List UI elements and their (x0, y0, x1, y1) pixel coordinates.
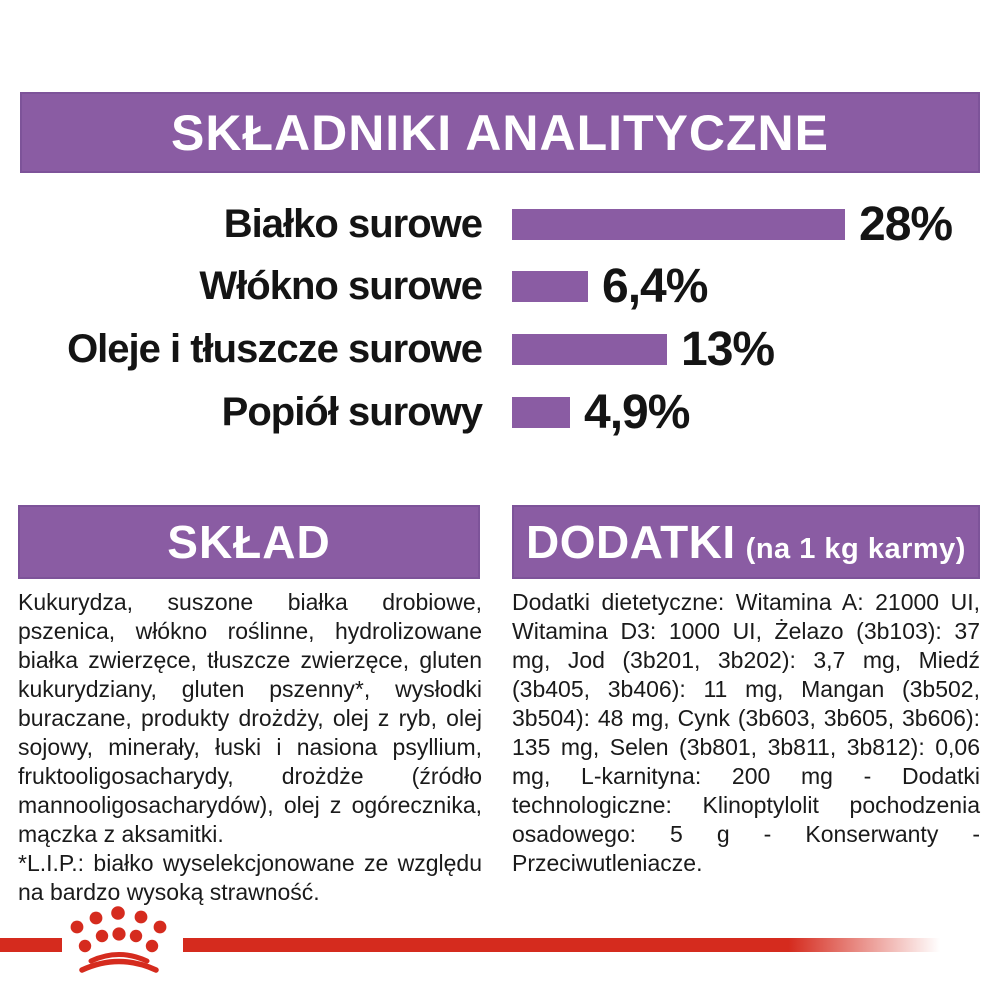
composition-text-block (18, 588, 482, 907)
additives-subtitle: (na 1 kg karmy) (745, 533, 966, 565)
additives-header (512, 505, 980, 579)
footer-stripe-right (183, 938, 940, 952)
additives-title-group (526, 515, 966, 569)
analytic-row-wlokno (0, 260, 1000, 313)
analytic-bar (512, 334, 667, 365)
analytic-row-bialko (0, 198, 1000, 251)
composition-title: SKŁAD (167, 516, 331, 568)
royal-canin-crown-icon (56, 901, 188, 979)
analytic-bar (512, 397, 570, 428)
analytic-label: Oleje i tłuszcze surowe (67, 327, 482, 371)
analytic-bar (512, 271, 588, 302)
analytic-row-popiol (0, 386, 1000, 439)
analytic-row-oleje (0, 323, 1000, 376)
analytic-value: 6,4% (602, 260, 708, 313)
analytical-components-title: SKŁADNIKI ANALITYCZNE (170, 104, 829, 161)
analytical-components-header (20, 92, 980, 173)
analytic-label: Popiół surowy (221, 390, 482, 434)
analytic-label: Białko surowe (223, 202, 482, 246)
additives-title: DODATKI (526, 516, 736, 568)
analytic-value: 28% (859, 198, 953, 251)
composition-body: Kukurydza, suszone białka drobiowe, pszenica, włókno roślinne, hydrolizowane białka zwierzęce, tłuszcze zwierzęce, gluten kukurydziany, gluten pszenny*, wysłodki buraczane, produkty drożdży, olej z ryb, olej sojowy, minerały, łuski i nasiona psyllium, fruktooligosacharydy, drożdże (źródło mannooligosacharydów), olej z ogórecznika, mączka z aksamitki. (18, 589, 482, 847)
composition-lip-note: *L.I.P.: białko wyselekcjonowane ze względu na bardzo wysoką strawność. (18, 850, 482, 905)
analytic-bar (512, 209, 845, 240)
composition-header (18, 505, 480, 579)
additives-text-block (512, 588, 980, 878)
footer-stripe-left (0, 938, 62, 952)
analytic-label: Włókno surowe (199, 264, 482, 308)
analytic-value: 4,9% (584, 386, 690, 439)
additives-body: Dodatki dietetyczne: Witamina A: 21000 UI, Witamina D3: 1000 UI, Żelazo (3b103): 37 mg, Jod (3b201, 3b202): 3,7 mg, Miedź (3b405, 3b406): 11 mg, Mangan (3b502, 3b504): 48 mg, Cynk (3b603, 3b605, 3b606): 135 mg, Selen (3b801, 3b811, 3b812): 0,06 mg, L-karnityna: 200 mg - Dodatki technologiczne: Klinoptylolit pochodzenia osadowego: 5 g - Konserwanty - Przeciwutleniacze. (512, 589, 980, 876)
analytic-value: 13% (681, 323, 775, 376)
